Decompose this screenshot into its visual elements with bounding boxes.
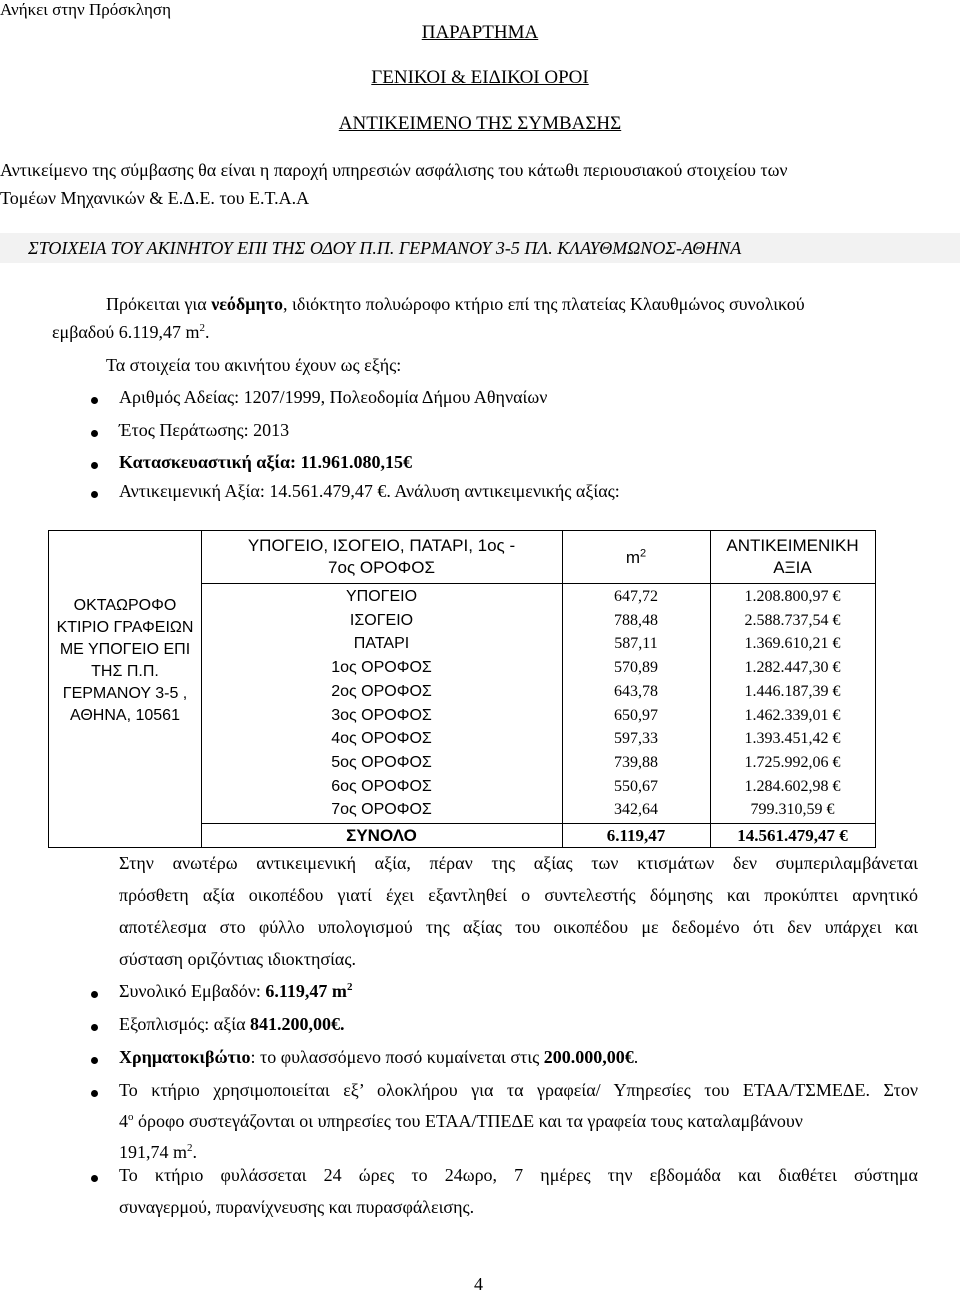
- intro-line2: Τομέων Μηχανικών & Ε.Δ.Ε. του Ε.Τ.Α.Α: [0, 188, 310, 208]
- bullet-icon: [91, 991, 98, 998]
- total-area: 6.119,47: [606, 826, 666, 845]
- bullet-icon: [91, 491, 98, 498]
- bullet-icon: [91, 397, 98, 404]
- feature-construction-value: Κατασκευαστική αξία: 11.961.080,15€: [119, 452, 412, 472]
- bullet-icon: [91, 430, 98, 437]
- subject-title: ΑΝΤΙΚΕΙΜΕΝΟ ΤΗΣ ΣΥΜΒΑΣΗΣ: [338, 113, 622, 134]
- table-cell: 647,72: [614, 588, 658, 605]
- annex-title: ΠΑΡΑΡΤΗΜΑ: [421, 22, 539, 43]
- bullet-icon: [91, 1175, 98, 1182]
- header-link[interactable]: Ανήκει στην Πρόσκληση: [0, 0, 171, 19]
- table-cell: 1.462.339,01 €: [744, 706, 841, 724]
- table-cell: 1.446.187,39 €: [744, 682, 841, 700]
- total-label: ΣΥΝΟΛΟ: [346, 826, 417, 845]
- use-line3: 191,74 $m^2$.: [119, 1142, 198, 1162]
- table-cell: 597,33: [614, 730, 658, 748]
- table-cell: 650,97: [614, 706, 658, 724]
- table-cell: 570,89: [614, 659, 658, 677]
- guard-line1: Το κτήριο φυλάσσεται 24 ώρες το 24ωρο, 7 ημέρες την εβδομάδα και διαθέτει σύστημα: [119, 1165, 918, 1185]
- table-cell: ΥΠΟΓΕΙΟ: [345, 588, 418, 605]
- table-cell: 6ος ΟΡΟΦΟΣ: [331, 777, 432, 795]
- feature-license: Αριθμός Αδείας: 1207/1999, Πολεοδομία Δήμου Αθηναίων: [119, 387, 548, 407]
- description-line1: Πρόκειται για νεόδμητο, ιδιόκτητο πολυώροφο κτήριο επί της πλατείας Κλαυθμώνος συνολικού: [106, 294, 805, 314]
- header-value: ΑΝΤΙΚΕΙΜΕΝΙΚΗ ΑΞΙΑ: [726, 536, 859, 577]
- valuation-table: [48, 530, 876, 848]
- table-cell: 5ος ΟΡΟΦΟΣ: [331, 753, 432, 771]
- header-floors: ΥΠΟΓΕΙΟ, ΙΣΟΓΕΙΟ, ΠΑΤΑΡΙ, 1ος - 7ος ΟΡΟΦΟΣ: [247, 536, 516, 577]
- table-cell: 2.588.737,54 €: [744, 611, 841, 629]
- use-line2: $4^o$ όροφο συστεγάζονται οι υπηρεσίες του ΕΤΑΑ/ΤΠΕΔΕ και τα γραφεία τους καταλαμβάνουν: [119, 1111, 803, 1131]
- bullet-icon: [91, 1024, 98, 1031]
- guard-line2: συναγερμού, πυρανίχνευσης και πυρασφάλεισης.: [119, 1197, 475, 1217]
- total-area-line: Συνολικό Εμβαδόν: 6.119,47 $m^2$: [119, 981, 353, 1001]
- table-cell: 550,67: [614, 777, 658, 795]
- building-label: ΟΚΤΑΩΡΟΦΟ ΚΤΙΡΙΟ ΓΡΑΦΕΙΩΝ ΜΕ ΥΠΟΓΕΙΟ ΕΠΙ ΤΗΣ Π.Π. ΓΕΡΜΑΝΟΥ 3-5 , ΑΘΗΝΑ, 10561: [56, 597, 194, 724]
- terms-title: ΓΕΝΙΚΟΙ & ΕΙΔΙΚΟΙ ΟΡΟΙ: [371, 67, 589, 88]
- section-heading: ΣΤΟΙΧΕΙΑ ΤΟΥ ΑΚΙΝΗΤΟΥ ΕΠΙ ΤΗΣ ΟΔΟΥ Π.Π. ΓΕΡΜΑΝΟΥ 3-5 ΠΛ. ΚΛΑΥΘΜΩΝΟΣ-ΑΘΗΝΑ: [28, 238, 742, 258]
- table-cell: 1.282.447,30 €: [744, 659, 841, 677]
- description-line2: εμβαδού 6.119,47 $m^2$.: [52, 322, 210, 342]
- intro-line1: Αντικείμενο της σύμβασης θα είναι η παροχή υπηρεσιών ασφάλισης του κάτωθι περιουσιακού στοιχείου των: [0, 160, 788, 180]
- table-cell: 788,48: [614, 611, 658, 629]
- total-value: 14.561.479,47 €: [737, 826, 848, 845]
- note-line1: Στην ανωτέρω αντικειμενική αξία, πέραν της αξίας των κτισμάτων δεν συμπεριλαμβάνεται: [119, 853, 918, 873]
- table-cell: 4ος ΟΡΟΦΟΣ: [331, 730, 432, 748]
- equipment-line: Εξοπλισμός: αξία 841.200,00€.: [119, 1014, 345, 1034]
- features-intro: Τα στοιχεία του ακινήτου έχουν ως εξής:: [106, 355, 402, 375]
- table-cell: ΠΑΤΑΡΙ: [353, 635, 410, 653]
- table-cell: 587,11: [614, 635, 658, 653]
- note-line2: πρόσθετη αξία οικοπέδου γιατί έχει εξαντληθεί ο συντελεστής δόμησης και προκύπτει αρνητικό: [119, 885, 918, 905]
- table-cell: 1ος ΟΡΟΦΟΣ: [331, 659, 432, 677]
- bullet-icon: [91, 1057, 98, 1064]
- bullet-icon: [91, 462, 98, 469]
- table-cell: ΙΣΟΓΕΙΟ: [349, 611, 414, 629]
- table-cell: 799.310,59 €: [750, 801, 835, 819]
- table-cell: 7ος ΟΡΟΦΟΣ: [331, 801, 432, 819]
- table-cell: 1.284.602,98 €: [744, 777, 841, 795]
- feature-year: Έτος Περάτωσης: 2013: [119, 420, 290, 440]
- safe-line: Χρηματοκιβώτιο: το φυλασσόμενο ποσό κυμαίνεται στις 200.000,00€.: [119, 1047, 639, 1067]
- bullet-icon: [91, 1090, 98, 1097]
- page-number: 4: [474, 1274, 483, 1294]
- table-cell: 2ος ΟΡΟΦΟΣ: [331, 682, 432, 700]
- use-line1: Το κτήριο χρησιμοποιείται εξ’ ολοκλήρου για τα γραφεία/ Υπηρεσίες του ΕΤΑΑ/ΤΣΜΕΔΕ. Στον: [119, 1080, 918, 1100]
- table-cell: 1.208.800,97 €: [744, 588, 841, 605]
- note-line4: σύσταση οριζόντιας ιδιοκτησίας.: [119, 949, 356, 969]
- table-cell: 1.369.610,21 €: [744, 635, 841, 653]
- note-line3: αποτέλεσμα στο φύλλο υπολογισμού της αξίας του οικοπέδου με δεδομένο ότι δεν υπάρχει και: [119, 917, 918, 937]
- header-area: $m^2$: [625, 547, 647, 567]
- table-cell: 643,78: [614, 682, 658, 700]
- table-cell: 1.725.992,06 €: [744, 753, 841, 771]
- table-cell: 3ος ΟΡΟΦΟΣ: [331, 706, 432, 724]
- feature-objective-value: Αντικειμενική Αξία: 14.561.479,47 €. Ανάλυση αντικειμενικής αξίας:: [119, 481, 620, 501]
- table-cell: 739,88: [614, 753, 658, 771]
- table-cell: 342,64: [614, 801, 658, 819]
- table-cell: 1.393.451,42 €: [744, 730, 841, 748]
